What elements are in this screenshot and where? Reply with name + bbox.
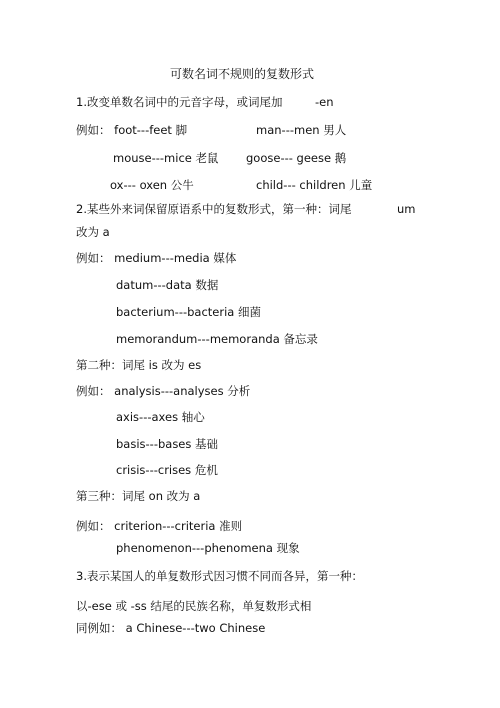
example-man: man---men 男人 bbox=[256, 123, 347, 137]
example-goose: goose--- geese 鹅 bbox=[246, 151, 347, 165]
example-bacterium: bacterium---bacteria 细菌 bbox=[116, 305, 261, 319]
example-foot: 例如： foot---feet 脚 bbox=[76, 123, 188, 137]
section-2-heading: 2.某些外来词保留原语系中的复数形式，第一种：词尾 bbox=[76, 202, 352, 216]
section-3-heading: 3.表示某国人的单复数形式因习惯不同而各异，第一种： bbox=[76, 569, 363, 583]
example-ox: ox--- oxen 公牛 bbox=[110, 178, 194, 192]
section-2-continuation: 改为 a bbox=[76, 225, 110, 239]
example-chinese: 同例如： a Chinese---two Chinese bbox=[76, 621, 266, 635]
example-analysis: 例如： analysis---analyses 分析 bbox=[76, 384, 251, 398]
section-1-suffix: -en bbox=[315, 95, 334, 109]
example-medium: 例如： medium---media 媒体 bbox=[76, 251, 237, 265]
example-memorandum: memorandum---memoranda 备忘录 bbox=[116, 332, 318, 346]
example-mouse: mouse---mice 老鼠 bbox=[113, 151, 219, 165]
example-criterion: 例如： criterion---criteria 准则 bbox=[76, 519, 243, 533]
example-crisis: crisis---crises 危机 bbox=[116, 463, 218, 477]
third-type-heading: 第三种：词尾 on 改为 a bbox=[76, 489, 201, 503]
doc-title: 可数名词不规则的复数形式 bbox=[170, 67, 315, 81]
section-1-heading: 1.改变单数名词中的元音字母，或词尾加 bbox=[76, 95, 283, 109]
second-type-heading: 第二种：词尾 is 改为 es bbox=[76, 358, 202, 372]
example-child: child--- children 儿童 bbox=[256, 178, 373, 192]
section-2-suffix: um bbox=[397, 202, 416, 216]
nationality-rule: 以-ese 或 -ss 结尾的民族名称，单复数形式相 bbox=[76, 599, 312, 613]
example-basis: basis---bases 基础 bbox=[116, 437, 219, 451]
example-axis: axis---axes 轴心 bbox=[116, 410, 205, 424]
example-datum: datum---data 数据 bbox=[116, 278, 219, 292]
example-phenomenon: phenomenon---phenomena 现象 bbox=[116, 541, 300, 555]
